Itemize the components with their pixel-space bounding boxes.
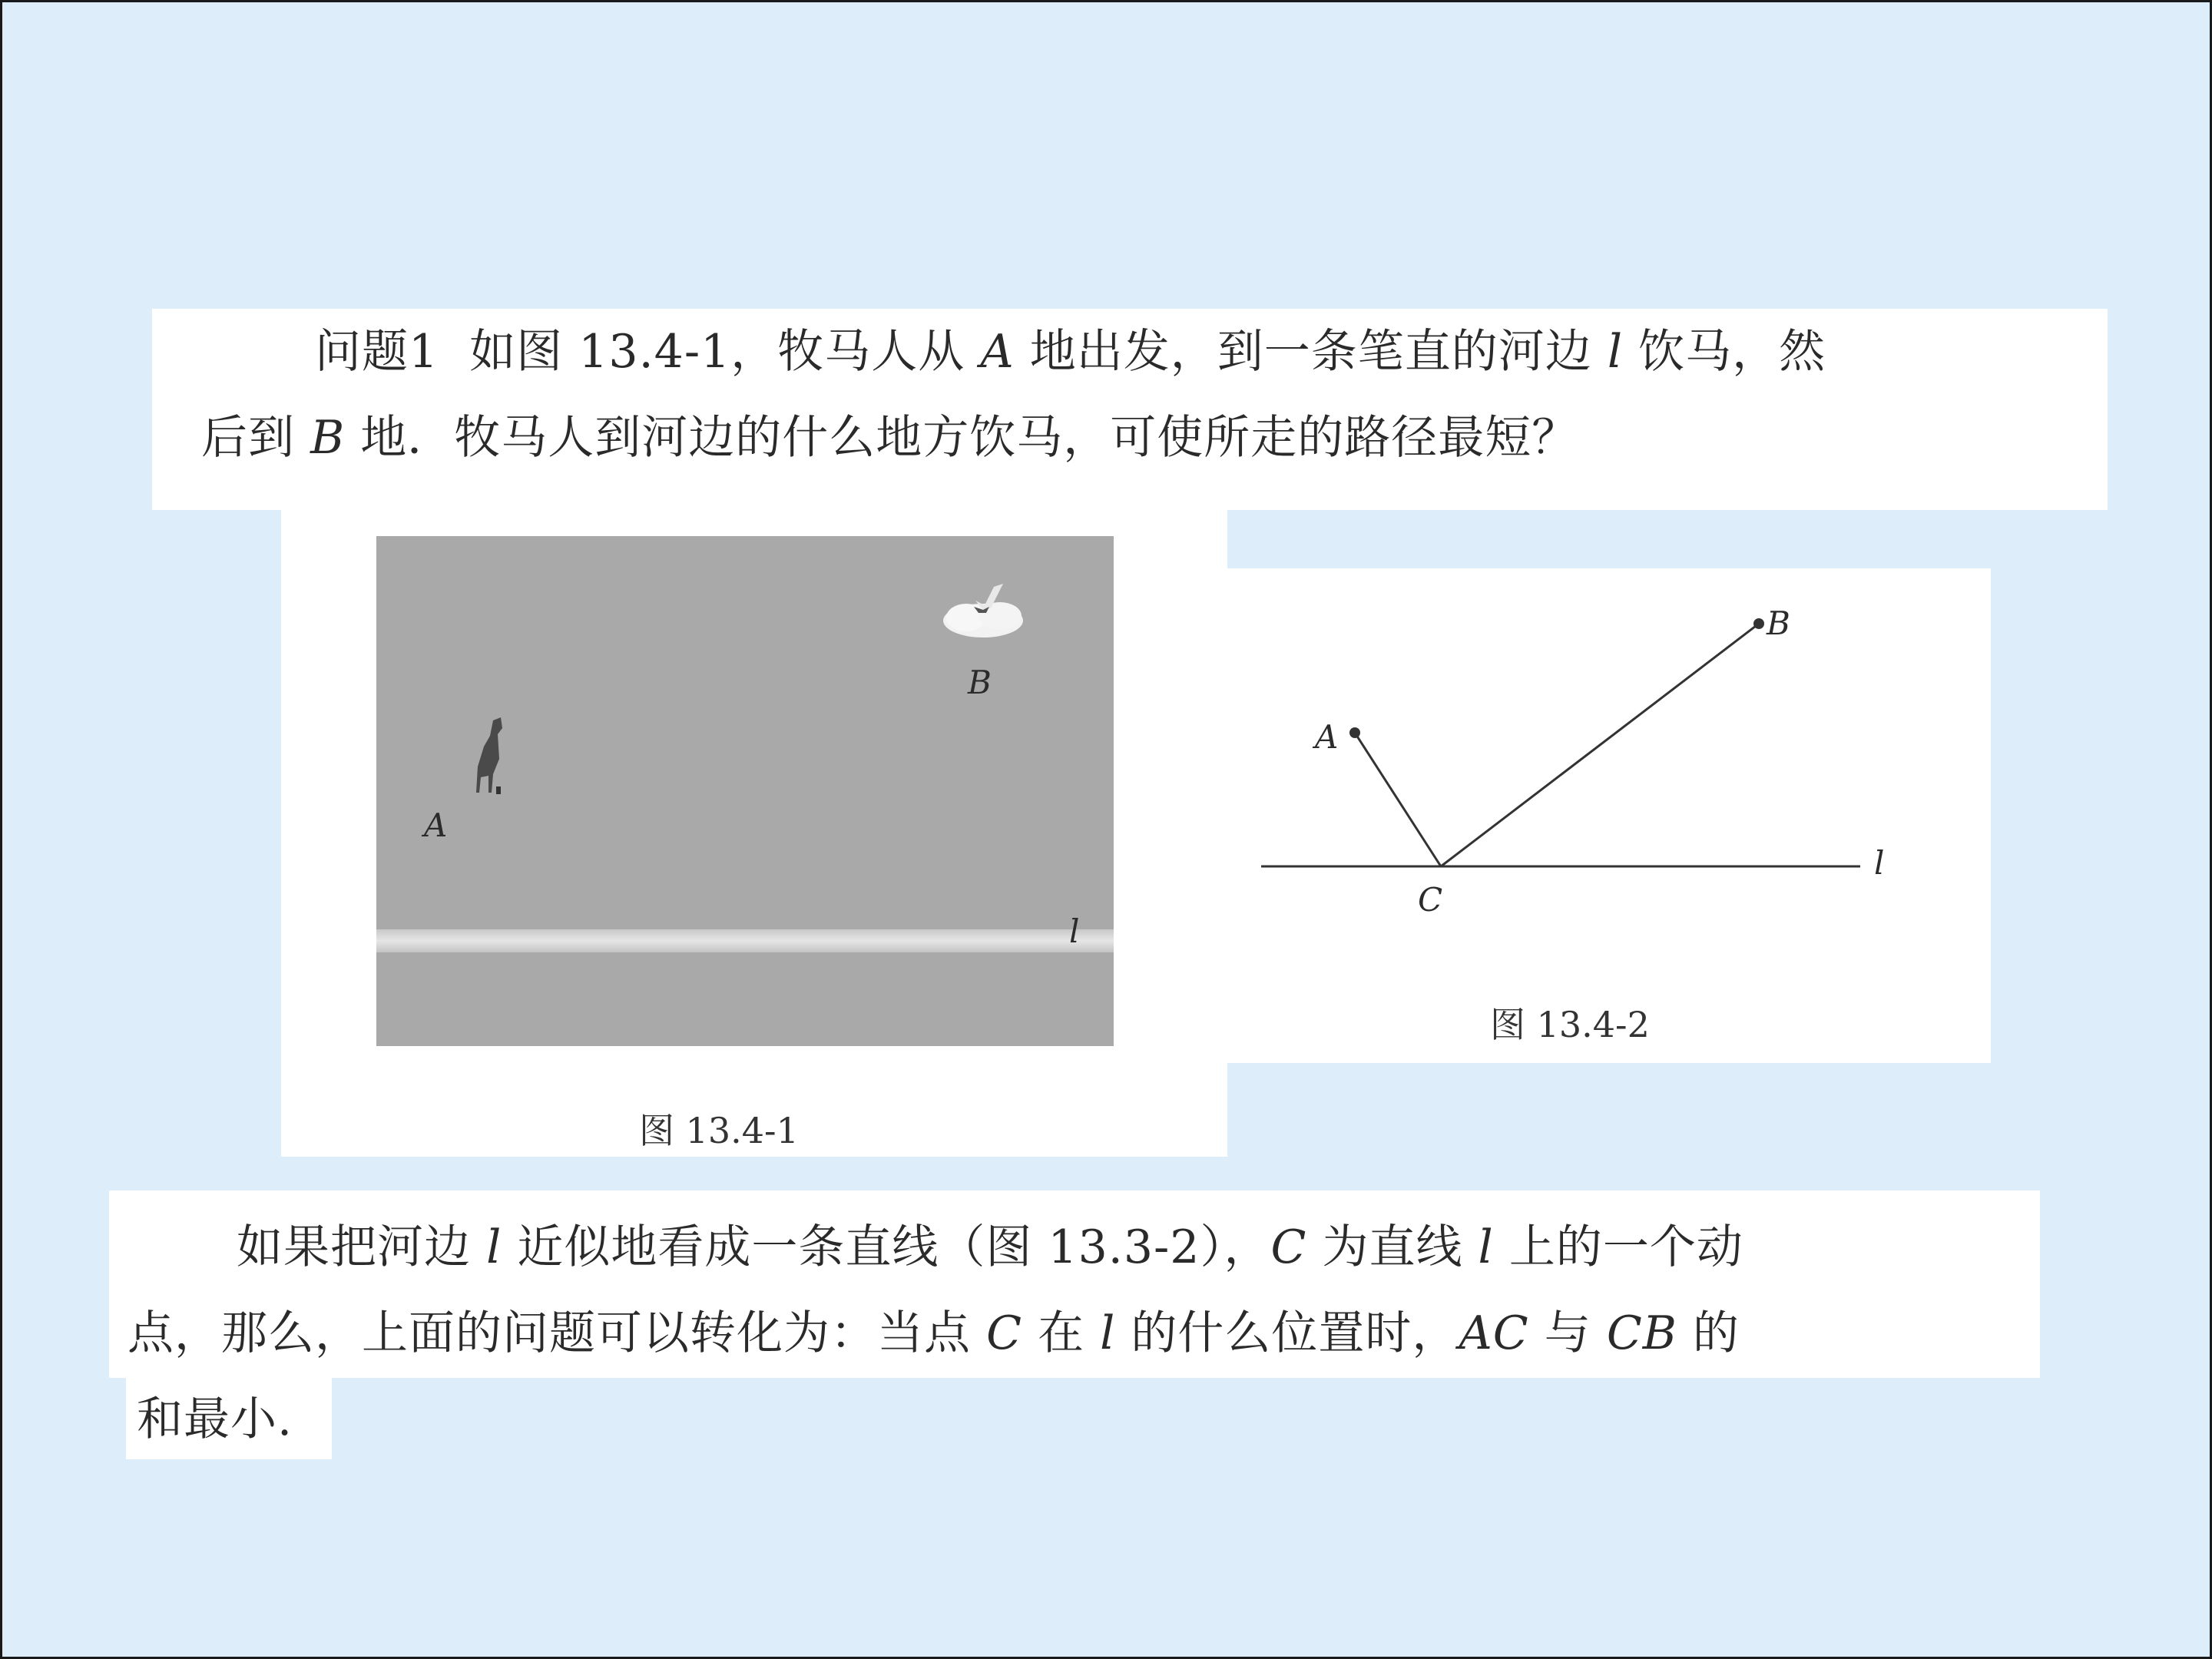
answer-line-3: 和最小. <box>137 1392 293 1446</box>
segment-cb <box>1441 624 1759 866</box>
label-a: A <box>1315 718 1339 756</box>
figure-1-photo <box>376 536 1114 1046</box>
figure-1-caption: 图 13.4-1 <box>639 1110 799 1151</box>
point-b <box>1753 618 1764 629</box>
river-band <box>376 929 1114 952</box>
problem-heading: 问题1 <box>315 325 439 379</box>
photo-label-a: A <box>424 806 448 844</box>
problem-box <box>152 309 2108 510</box>
answer-line-1: 如果把河边 l 近似地看成一条直线（图 13.3-2），C 为直线 l 上的一个动 <box>237 1220 1743 1274</box>
photo-label-l: l <box>1069 912 1080 950</box>
point-a-ref: A <box>980 325 1015 379</box>
label-b: B <box>1767 604 1790 642</box>
label-l: l <box>1874 844 1885 882</box>
horse-icon <box>462 713 516 797</box>
cloud-eagle-icon <box>929 564 1037 648</box>
segment-ac <box>1355 733 1441 866</box>
figure-2-caption: 图 13.4-2 <box>1490 1004 1650 1045</box>
label-c: C <box>1418 881 1443 919</box>
problem-line-2: 后到 B 地．牧马人到河边的什么地方饮马，可使所走的路径最短？ <box>201 411 1579 465</box>
point-b-ref: B <box>310 411 346 465</box>
point-a <box>1349 727 1360 738</box>
problem-line-1: 问题1 如图 13.4-1，牧马人从 A 地出发，到一条笔直的河边 l 饮马，然 <box>315 325 1826 379</box>
photo-label-b: B <box>968 664 992 701</box>
figure-2-diagram <box>1226 570 1991 1061</box>
answer-line-2: 点，那么，上面的问题可以转化为：当点 C 在 l 的什么位置时，AC 与 CB 的 <box>127 1306 1740 1360</box>
line-l-ref: l <box>1607 325 1624 379</box>
